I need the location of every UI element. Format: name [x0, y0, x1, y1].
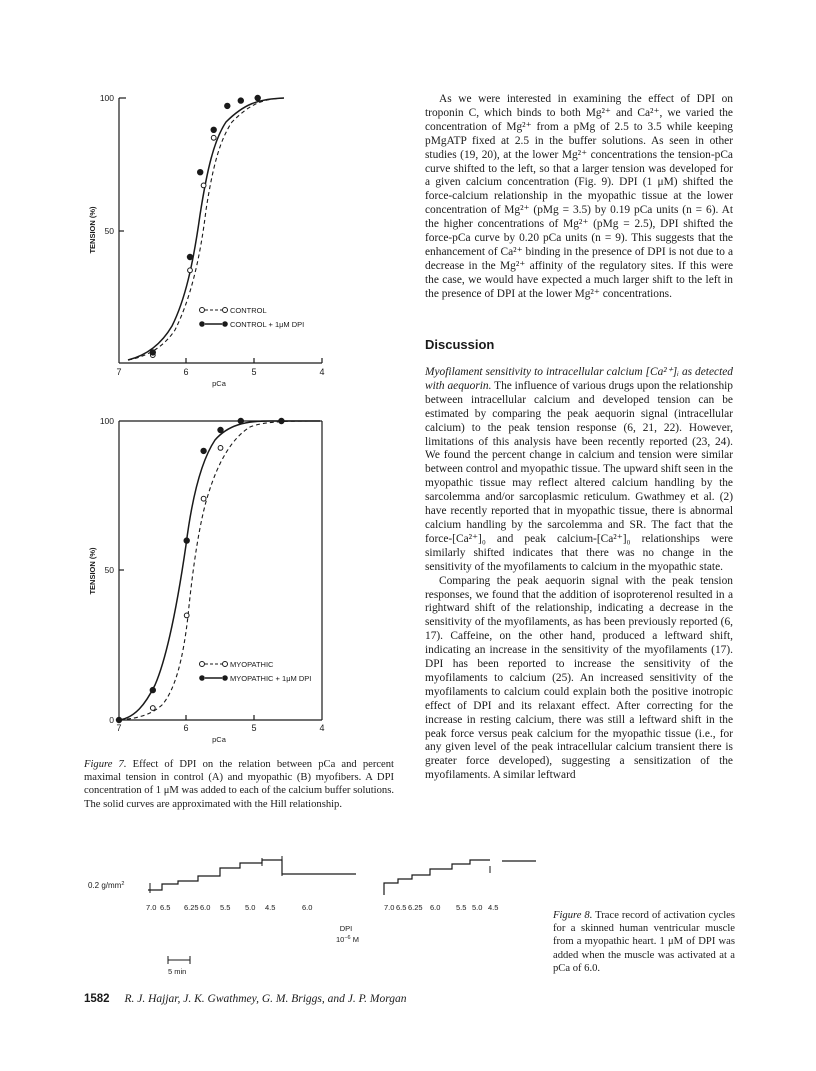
fig7a-chart — [84, 88, 334, 388]
fig8-right-pca-label: 4.5 — [488, 903, 499, 912]
fig7b-legend — [199, 660, 311, 683]
discussion-heading: Discussion — [425, 337, 495, 352]
fig8-right-pca-label: 5.0 — [472, 903, 483, 912]
fig8-time-bar — [168, 956, 190, 964]
page-number: 1582 — [84, 993, 110, 1005]
fig8-left-pca-label: 4.5 — [265, 903, 276, 912]
fig8-trace-left — [148, 860, 356, 890]
fig7b-xtick-5: 5 — [251, 723, 257, 733]
fig7b-xtick-7: 7 — [116, 723, 122, 733]
fig8-scale-label: 0.2 $g/mm^2$ — [88, 881, 125, 890]
fig7b-filled-point — [184, 538, 189, 543]
fig8-right-pca-label: 6.0 — [430, 903, 441, 912]
fig8-trace-chart — [84, 840, 554, 980]
footer-authors: R. J. Hajjar, J. K. Gwathmey, G. M. Briggs, and J. P. Morgan — [124, 993, 407, 1005]
fig7a-open-point — [211, 135, 216, 140]
fig7a-legend-dpi: CONTROL + 1μM DPI — [230, 320, 305, 329]
fig8-right-pca-label: 7.0 — [384, 903, 395, 912]
fig7a-legend-control: CONTROL — [230, 306, 267, 315]
fig8-left-pca-label: 7.0 — [146, 903, 157, 912]
paragraph-comparing: Comparing the peak aequorin signal with the peak tension responses, we found that the addition of isoproterenol resulted in a rightward shift of the relationship, indicating a decrease in the sensitivity of the myofilaments, as has been previously reported (6, 17). Caffeine, on the other hand, produced a leftward shift, indicating an increase in the sensitivity of the myofilaments (17). DPI has been reported to increase the sensitivity of the myofilaments to calcium (25). An increased sensitivity of the myofilaments to calcium could explain both the positive inotropic effect of DPI and its relaxant effect. After correcting for the increase in resting calcium, there was still a leftward shift in the peak force versus peak calcium for the myopathic tissue (i.e., for any given level of the peak intracellular calcium transient there is greater force developed), suggesting a sensitization of the myofilaments. A similar leftward — [425, 574, 733, 782]
fig7b-chart — [84, 410, 334, 744]
fig7b-legend-dpi: MYOPATHIC + 1μM DPI — [230, 674, 312, 683]
fig8-dpi-label: DPI — [339, 924, 353, 933]
fig8-left-pca-label: 6.0 — [302, 903, 313, 912]
fig8-left-pca-label: 5.0 — [245, 903, 256, 912]
fig7b-filled-point — [201, 448, 206, 453]
fig7a-ytick-100: 100 — [99, 93, 114, 103]
fig7b-open-point — [184, 613, 189, 618]
fig7a-filled-point — [150, 350, 155, 355]
fig7a-filled-point — [198, 170, 203, 175]
fig8-left-pca-label: 5.5 — [220, 903, 231, 912]
right-column-top — [425, 93, 733, 302]
fig8-left-pca-label: 6.5 — [160, 903, 171, 912]
fig8-right-pca-label: 6.5 — [396, 903, 407, 912]
fig7b-xlabel: pCa — [212, 735, 226, 744]
fig7a-xtick-4: 4 — [319, 367, 325, 377]
fig7b-ylabel: TENSION (%) — [88, 547, 97, 595]
fig7a-ylabel: TENSION (%) — [88, 206, 97, 254]
fig8-right-pca-label: 5.5 — [456, 903, 467, 912]
fig7b-filled-point — [150, 687, 155, 692]
paragraph-myofilament-body: The influence of various drugs upon the relationship between intracellular calcium and developed tension can be estimated by comparing the peak aequorin signal (intracellular calcium) to the peak tension response (6, 21, 22). However, limitations of this analysis have been recently reported (23, 24). We found the percent change in calcium and tension were similar between control and myopathic tissue. The upward shift seen in the myopathic tissue may reflect altered calcium handling by the sarcolemma and/or sarcoplasmic reticulum. Gwathmey et al. (2) have recently reported that in myopathic tissue, there is abnormal calcium handling by the sarcolemma and SR. The fact that the force-[Ca²⁺]₀ and peak calcium-[Ca²⁺]₀ relationships were similarly shifted indicates that there was no change in the sensitivity of the myofilaments to calcium in the myopathic state. — [425, 379, 734, 573]
fig7a-filled-point — [211, 127, 216, 132]
fig8-time-label: 5 min — [168, 967, 187, 976]
fig7b-ytick-100: 100 — [99, 416, 114, 426]
fig7a-filled-point — [255, 95, 260, 100]
fig7-caption-label: Figure 7. — [84, 759, 127, 770]
fig8-left-pca-label: 6.25 — [184, 903, 199, 912]
fig7a-legend — [199, 306, 304, 329]
fig7b-xtick-4: 4 — [319, 723, 325, 733]
paragraph-mg-study: As we were interested in examining the effect of DPI on troponin C, which binds to both Mg²⁺ and Ca²⁺, we varied the concentration of Mg²⁺ from a pMg of 2.5 to 3.5 while keeping pMgATP fixed at 2.5 in the buffer solutions. As seen in other studies (19, 20), at the lower Mg²⁺ concentrations the tension-pCa curve shifted to the left, so that a larger tension was developed for a given calcium concentration (Fig. 9). DPI (1 μM) shifted the force-calcium relationship in the myopathic tissue at the lower concentration of Mg²⁺ (pMg = 3.5) by 0.19 pCa units (n = 6). At the higher concentrations of Mg²⁺ (pMg = 2.5), DPI shifted the force-pCa curve by 0.20 pCa units (n = 9). This suggests that the enhancement of Ca²⁺ binding in the presence of DPI is not due to a decrease in the Mg²⁺ affinity of the regulatory sites. If this were the case, we would have expected a much larger shift to the left in the presence of DPI at the lower Mg²⁺ concentrations. — [425, 93, 733, 300]
right-column-discussion — [425, 366, 733, 783]
fig7b-open-point — [218, 446, 223, 451]
fig7b-filled-point — [279, 418, 284, 423]
fig8-dpi-concentration: $10^{-6}$ M — [336, 935, 359, 944]
fig7a-xtick-5: 5 — [251, 367, 257, 377]
fig7a-filled-point — [225, 103, 230, 108]
fig7a-open-point — [201, 183, 206, 188]
fig8-left-pca-label: 6.0 — [200, 903, 211, 912]
fig7b-xtick-6: 6 — [183, 723, 189, 733]
fig7-caption — [84, 758, 394, 811]
fig7a-filled-point — [187, 254, 192, 259]
page-footer — [84, 993, 407, 1005]
fig8-caption-label: Figure 8. — [553, 910, 593, 921]
fig8-trace-right — [384, 860, 536, 895]
fig7a-xtick-6: 6 — [183, 367, 189, 377]
paragraph-myofilament — [425, 366, 733, 575]
fig8-right-pca-label: 6.25 — [408, 903, 423, 912]
fig7a-xtick-7: 7 — [116, 367, 122, 377]
fig7b-filled-point — [238, 418, 243, 423]
paragraph-myofilament-lead: Myofilament sensitivity to intracellular calcium [Ca²⁺]ᵢ as detected with aequorin. — [425, 366, 733, 392]
fig7b-open-point — [201, 496, 206, 501]
fig7b-filled-point — [116, 717, 121, 722]
fig7b-filled-point — [218, 427, 223, 432]
fig7b-ytick-50: 50 — [104, 565, 114, 575]
fig7a-open-point — [188, 268, 193, 273]
fig8-caption-text: Trace record of activation cycles for a skinned human ventricular muscle from a myopathic heart. 1 μM of DPI was added when the muscle was activated at a pCa of 6.0. — [553, 910, 735, 974]
fig7b-legend-myopathic: MYOPATHIC — [230, 660, 274, 669]
fig8-caption — [553, 909, 735, 975]
fig7a-filled-point — [238, 98, 243, 103]
fig7b-open-point — [150, 706, 155, 711]
fig7b-ytick-0: 0 — [109, 715, 114, 725]
fig7-caption-text: Effect of DPI on the relation between pCa and percent maximal tension in control (A) and myopathic (B) myofibers. A DPI concentration of 1 μM was added to each of the calcium buffer solutions. The solid curves are approximated with the Hill relationship. — [84, 759, 394, 810]
fig7a-xlabel: pCa — [212, 379, 226, 388]
fig7a-ytick-50: 50 — [104, 226, 114, 236]
